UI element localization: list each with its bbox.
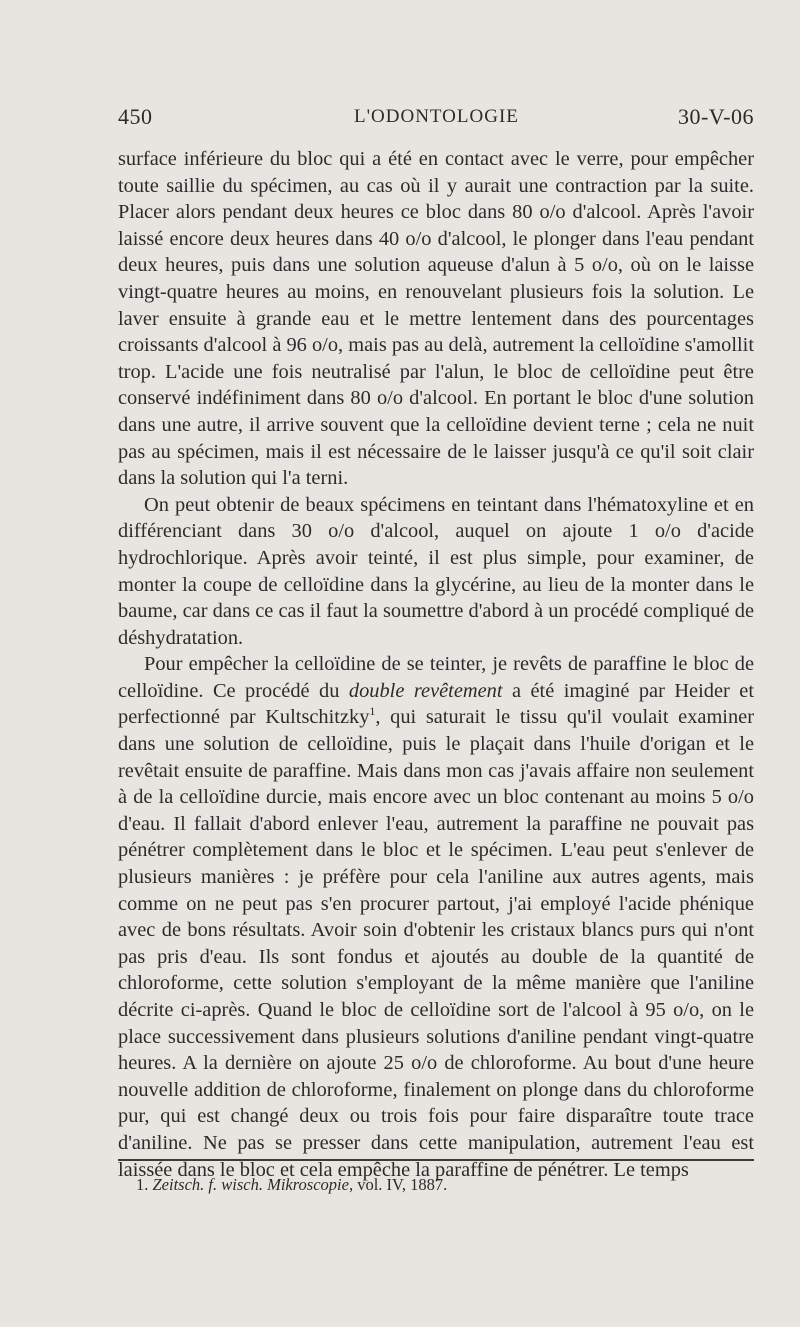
paragraph-3-part-c: , qui saturait le tissu qu'il voulait examiner dans une solution de celloïdine, puis le plaçait dans l'huile d'origan et le revêtait ensuite de paraffine. Mais dans mon cas j'avais affaire non seulement à de la celloïdine durcie, mais encore avec un bloc contenant au moins 5 o/o d'eau. Il fallait d'abord enlever l'eau, autrement la paraffine ne pouvait pas pénétrer complètement dans le bloc et le spécimen. L'eau peut s'enlever de plusieurs manières : je préfère pour cela l'aniline aux autres agents, mais comme on ne peut pas s'en procurer partout, j'ai employé l'acide phénique avec de bons résultats. Avoir soin d'obtenir les cristaux blancs purs qui n'ont pas pris d'eau. Ils sont fondus et ajoutés au double de la quantité de chloroforme, cette solution s'employant de la même manière que l'aniline décrite ci-après. Quand le bloc de celloïdine sort de l'alcool à 95 o/o, on le place successivement dans plusieurs solutions d'aniline pendant vingt-quatre heures. A la dernière on ajoute 25 o/o de chloroforme. Au bout d'une heure nouvelle addition de chloroforme, finalement on plonge dans du chloroforme pur, qui est changé deux ou trois fois pour faire disparaître toute trace d'aniline. Ne pas se presser dans cette manipulation, autrement l'eau est laissée dans le bloc et cela empêche la paraffine de pénétrer. Le temps xyxy=(118,706,754,1181)
issue-date: 30-V-06 xyxy=(677,104,754,129)
footnote-source: Zeitsch. f. wisch. Mikroscopie, xyxy=(152,1175,354,1194)
paragraph-1: surface inférieure du bloc qui a été en contact avec le verre, pour empêcher toute saillie du spécimen, au cas où il y aurait une contraction par la suite. Placer alors pendant deux heures ce bloc dans 80 o/o d'alcool. Après l'avoir laissé encore deux heures dans 40 o/o d'alcool, le plonger dans l'eau pendant deux heures, puis dans une solution aqueuse d'alun à 5 o/o, où on le laisse vingt-quatre heures au moins, en renouvelant plusieurs fois la solution. Le laver ensuite à grande eau et le mettre lentement dans des pourcentages croissants d'alcool à 96 o/o, mais pas au delà, autrement la celloïdine s'amollit trop. L'acide une fois neutralisé par l'alun, le bloc de celloïdine peut être conservé indéfiniment dans 80 o/o d'alcool. En portant le bloc d'une solution dans une autre, il arrive souvent que la celloïdine devient terne ; cela ne nuit pas au spécimen, mais il est nécessaire de le laisser jusqu'à ce qu'il soit clair dans la solution qui l'a terni. xyxy=(118,148,754,490)
footnote-divider xyxy=(118,1159,754,1161)
paragraph-3-part-b: a été imaginé par Heider et perfectionné par Kultschitzky xyxy=(118,679,754,729)
paragraph-3-part-a: Pour empêcher la celloïdine de se teinter, je revêts de paraffine le bloc de celloïdine. Ce procédé du xyxy=(118,653,754,702)
footnote-ref: 1 xyxy=(369,704,376,719)
paragraph-2: On peut obtenir de beaux spécimens en teintant dans l'hématoxyline et en différenciant dans 30 o/o d'alcool, auquel on ajoute 1 o/o d'acide hydrochlorique. Après avoir teinté, il est plus simple, pour examiner, de monter la coupe de celloïdine dans la glycérine, au lieu de la monter dans le baume, car dans ce cas il faut la soumettre d'abord à un procédé compliqué de déshydratation. xyxy=(118,493,754,649)
italic-term: double revêtement xyxy=(348,679,503,702)
paragraph-3 xyxy=(118,651,754,1183)
journal-title: L'ODONTOLOGIE xyxy=(354,106,519,127)
footnote xyxy=(136,1174,447,1196)
page-number: 450 xyxy=(118,104,153,129)
footnote-marker: 1. xyxy=(136,1175,149,1194)
footnote-rest: vol. IV, 1887. xyxy=(353,1175,448,1194)
body-text xyxy=(118,146,754,1183)
running-header xyxy=(118,104,754,138)
